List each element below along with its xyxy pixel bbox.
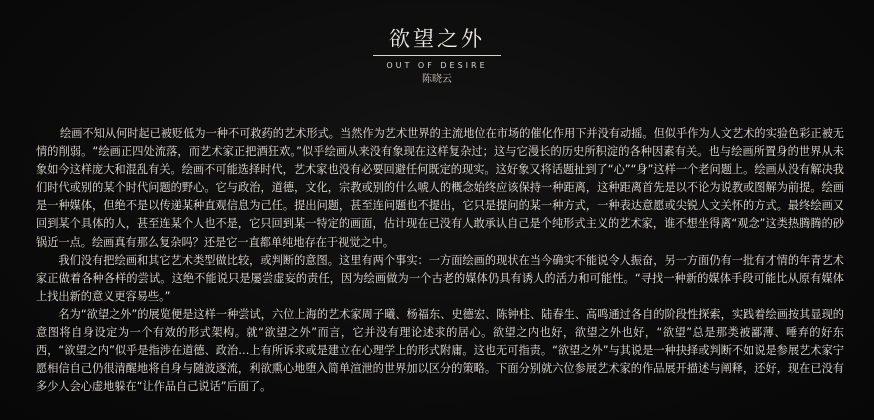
article-header bbox=[0, 26, 874, 86]
article-title: 欲望之外 bbox=[389, 27, 485, 51]
article-body bbox=[36, 125, 844, 396]
paragraph-1: 绘画不知从何时起已被贬低为一种不可救药的艺术形式。当然作为艺术世界的主流地位在市场的催化作用下并没有动摇。但似乎作为人文艺术的实验色彩正被无情的削弱。“绘画正四处流落，而艺术家正把酒狂欢。”似乎绘画从来没有象现在这样复杂过；这与它漫长的历史所积淀的各种因素有关。也与绘画所置身的世界从未象如今这样庞大和混乱有关。绘画不可能选择时代，艺术家也没有必要回避任何既定的现实。这好象又将话题扯到了“心”“身”这样一个老问题上。绘画从没有解决我们时代或别的某个时代问题的野心。它与政治，道德，文化，宗教或别的什么唬人的概念始终应该保持一种距离，这种距离首先是以不论为说教或图解为前提。绘画是一种媒体，但绝不是以传递某种直观信息为己任。提出问题，甚至连问题也不提出，它只是提问的某一种方式，一种表达意愿或尖锐人文关怀的方式。最终绘画又回到某个具体的人，甚至连某个人也不是，它只回到某一特定的画面，估计现在已没有人敢承认自己是个纯形式主义的艺术家，谁不想坐得离“观念”这类热腾腾的砂锅近一点。绘画真有那么复杂吗？还是它一直都单纯地存在于视觉之中。 bbox=[36, 127, 844, 249]
paragraph-2: 我们没有把绘画和其它艺术类型做比较，或判断的意图。这里有两个事实：一方面绘画的现状在当今确实不能说令人振奋，另一方面仍有一批有才情的年青艺术家正做着各种各样的尝试。这绝不能说只是屡尝虚妄的责任，因为绘画做为一个古老的媒体仍具有诱人的活力和可能性。“寻找一种新的媒体手段可能比从原有媒体上找出新的意义更容易些。” bbox=[36, 253, 844, 303]
article-subtitle: OUT OF DESIRE bbox=[386, 61, 488, 70]
article-author: 陈晓云 bbox=[422, 74, 452, 85]
paragraph-3: 名为“欲望之外”的展览便是这样一种尝试，六位上海的艺术家周子曦、杨福东、史德宏、陈钟柱、陆春生、高鸣通过各自的阶段性探索，实践着绘画按其显现的意图将自身设定为一个有效的形式架构。就“欲望之外”而言，它并没有理论述求的居心。欲望之内也好，欲望之外也好，“欲望”总是那类被鄙薄、唾弃的好东西，“欲望之内”似乎是指涉在道德、政治…上有所诉求或是建立在心理学上的形式附庸。这也无可指责。“欲望之外”与其说是一种抉择或判断不如说是参展艺术家宁愿相信自己仍很清醒地将自身与随波逐流，利欲熏心地堕入简单渲泄的世界加以区分的策略。下面分别就六位参展艺术家的作品展开描述与阐释，还好，现在已没有多少人会心虚地躲在“让作品自己说话”后面了。 bbox=[36, 307, 844, 394]
title-underline bbox=[373, 55, 501, 56]
